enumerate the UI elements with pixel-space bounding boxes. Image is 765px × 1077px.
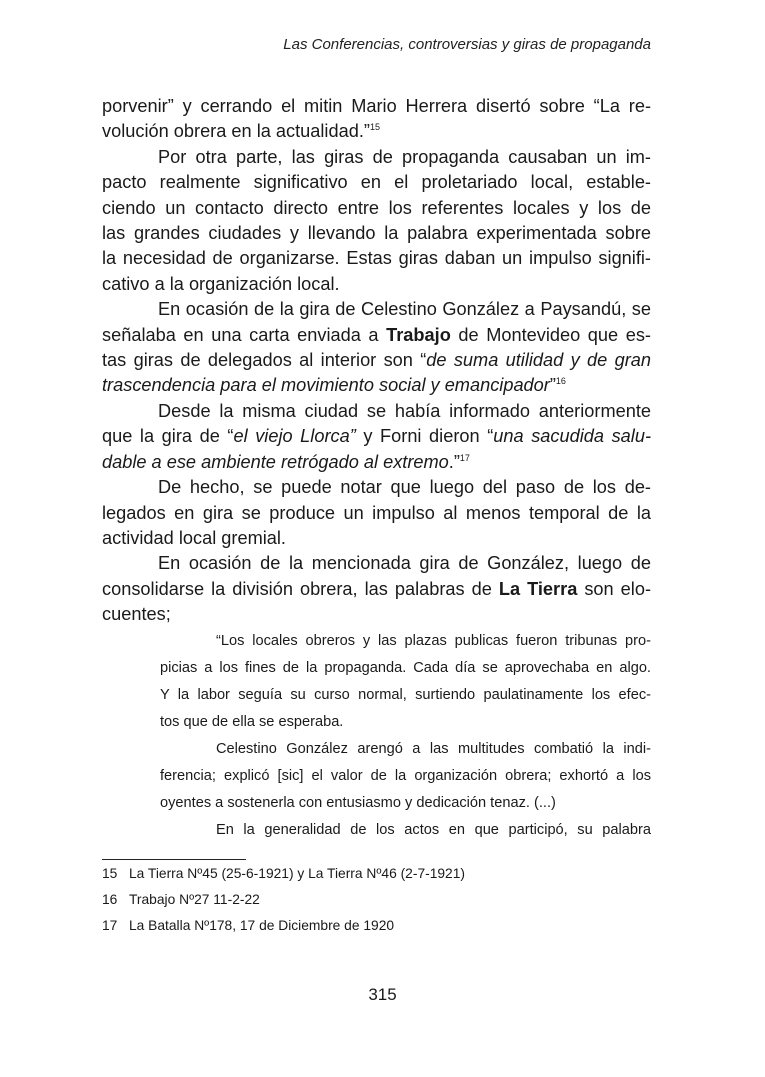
paragraph-line: cativo a la organización local. — [102, 273, 340, 294]
paragraph-line: pacto realmente significativo en el proletariado local, estable- — [102, 172, 651, 193]
paragraph-line: Desde la misma ciudad se había informado anteriormente — [158, 400, 651, 421]
paragraph-line: tas giras de delegados al interior son “de suma utilidad y de gran — [102, 350, 651, 371]
quote-line: Celestino González arengó a las multitudes combatió la indi- — [216, 740, 651, 757]
paragraph-line: las grandes ciudades y llevando la palabra experimentada sobre — [102, 223, 651, 244]
quote-line: ferencia; explicó [sic] el valor de la organización obrera; exhortó a los — [160, 767, 651, 784]
paragraph-line: actividad local gremial. — [102, 527, 286, 548]
block-quote — [160, 628, 651, 844]
footnote: 16 Trabajo Nº27 11-2-22 — [102, 892, 260, 907]
quote-line: oyentes a sostenerla con entusiasmo y dedicación tenaz. (...) — [160, 794, 556, 811]
quote-line: tos que de ella se esperaba. — [160, 713, 344, 730]
running-header: Las Conferencias, controversias y giras de propaganda — [283, 36, 651, 53]
paragraph-line: señalaba en una carta enviada a Trabajo de Montevideo que es- — [102, 324, 651, 345]
footnote: 15 La Tierra Nº45 (25-6-1921) y La Tierra Nº46 (2-7-1921) — [102, 866, 465, 881]
footnote-ref: 15 — [369, 122, 380, 133]
paragraph-line: consolidarse la división obrera, las palabras de La Tierra son elo- — [102, 578, 651, 599]
paragraph-line: En ocasión de la mencionada gira de González, luego de — [158, 553, 651, 574]
paragraph-line: cuentes; — [102, 604, 171, 625]
paragraph-line: porvenir” y cerrando el mitin Mario Herrera disertó sobre “La re- — [102, 96, 651, 116]
newspaper-title: La Tierra — [498, 578, 578, 599]
body-text — [102, 94, 651, 844]
paragraph-line: trascendencia para el movimiento social y emancipador”$^{16}$ — [102, 375, 566, 396]
paragraph-line: que la gira de “el viejo Llorca” y Forni dieron “una sacudida salu- — [102, 426, 652, 447]
quote-line: picias a los fines de la propaganda. Cada día se aprovechaba en algo. — [160, 659, 651, 676]
paragraph-line: ciendo un contacto directo entre los referentes locales y los de — [102, 197, 651, 218]
footnote-ref: 17 — [459, 452, 470, 463]
quote-line: Y la labor seguía su curso normal, surtiendo paulatinamente los efec- — [160, 686, 651, 703]
paragraph-line: la necesidad de organizarse. Estas giras daban un impulso signifi- — [102, 248, 651, 269]
newspaper-title: Trabajo — [386, 324, 451, 345]
footnote: 17 La Batalla Nº178, 17 de Diciembre de 1920 — [102, 918, 395, 933]
paragraph-line: dable a ese ambiente retrógado al extremo.”$^{17}$ — [102, 451, 470, 472]
quote-line: En la generalidad de los actos en que participó, su palabra — [216, 821, 651, 838]
paragraph-line: En ocasión de la gira de Celestino González a Paysandú, se — [158, 299, 651, 320]
footnote-ref: 16 — [555, 376, 566, 387]
paragraph-line: De hecho, se puede notar que luego del paso de los de- — [158, 477, 651, 498]
paragraph-line: Por otra parte, las giras de propaganda causaban un im- — [158, 146, 651, 167]
paragraph-line: volución obrera en la actualidad.”$^{15}$ — [102, 121, 380, 142]
footnote-divider — [102, 859, 246, 860]
page-number: 315 — [368, 985, 397, 1004]
paragraph-line: legados en gira se produce un impulso al menos temporal de la — [102, 502, 651, 523]
quote-line: “Los locales obreros y las plazas publicas fueron tribunas pro- — [216, 632, 651, 649]
